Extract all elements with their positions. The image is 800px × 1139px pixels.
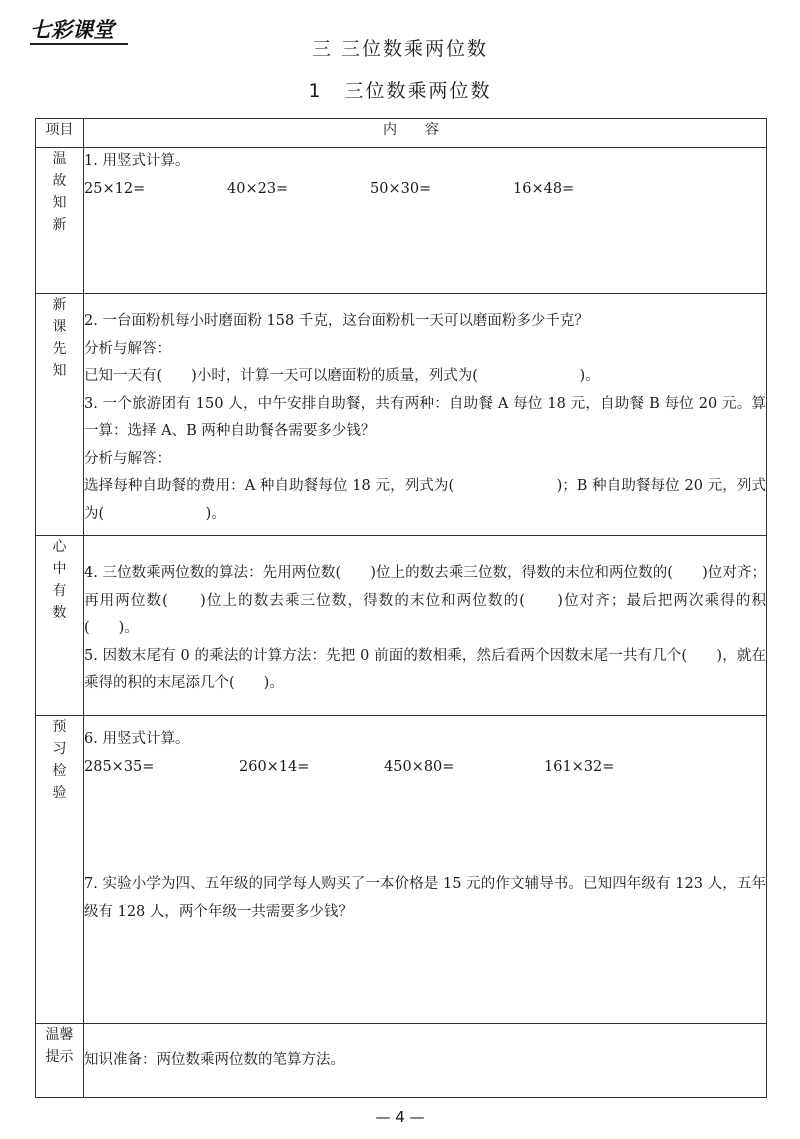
section-label: 温馨提示 [36,1024,84,1098]
exercise-row [84,754,766,782]
table-row-review [36,148,767,294]
exercise-title: 1. 用竖式计算。 [84,153,190,169]
section-content [84,148,767,294]
exercise-item: 16×48= [513,180,575,197]
analysis-label: 分析与解答： [84,450,171,467]
problem-text: 3. 一个旅游团有 150 人，中午安排自助餐，共有两种：自助餐 A 每位 18 元，自助餐 B 每位 20 元。算一算：选择 A、B 两种自助餐各需要多少钱？ [84,395,766,439]
column-header-content: 内容 [84,119,767,148]
logo-text: 七彩课堂 [30,18,114,42]
lesson-title [0,76,800,103]
exercise-item: 285×35= [84,758,155,775]
fill-blank-line: 已知一天有( )小时，计算一天可以磨面粉的质量，列式为( )。 [84,368,600,384]
lesson-table [35,118,767,1098]
exercise-row [84,176,766,204]
table-header-row [36,119,767,148]
exercise-item: 40×23= [227,180,289,197]
lesson-title-text: 三位数乘两位数 [344,80,492,102]
table-row-preview-check [36,716,767,1024]
lesson-number: 1 [308,80,323,102]
section-content [84,716,767,1024]
section-label: 心中有数 [36,536,84,716]
table-row-key-points [36,536,767,716]
chapter-title: 三 三位数乘两位数 [311,38,489,60]
table-row-tips [36,1024,767,1098]
exercise-item: 25×12= [84,180,146,197]
exercise-item: 161×32= [544,758,615,775]
problem-text: 2. 一台面粉机每小时磨面粉 158 千克，这台面粉机一天可以磨面粉多少千克？ [84,313,589,329]
exercise-title: 6. 用竖式计算。 [84,731,190,747]
tip-text: 知识准备：两位数乘两位数的笔算方法。 [84,1051,345,1068]
page-number: — 4 — [375,1108,425,1126]
column-header-item: 项目 [36,119,84,148]
exercise-item: 50×30= [370,180,432,197]
section-content [84,294,767,536]
section-label: 温故知新 [36,148,84,294]
section-content [84,1024,767,1098]
fill-blank-line: 选择每种自助餐的费用：A 种自助餐每位 18 元，列式为( )；B 种自助餐每位 20 元，列式为( )。 [84,478,766,522]
fill-blank-paragraph: 4. 三位数乘两位数的算法：先用两位数( )位上的数去乘三位数，得数的末位和两位数的( )位对齐；再用两位数( )位上的数去乘三位数，得数的末位和两位数的( )位对齐；最后把两次乘得的积( )。 [84,565,766,636]
word-problem: 7. 实验小学为四、五年级的同学每人购买了一本价格是 15 元的作文辅导书。已知四年级有 123 人，五年级有 128 人，两个年级一共需要多少钱？ [84,876,766,920]
exercise-item: 450×80= [384,758,455,775]
section-label: 新课先知 [36,294,84,536]
analysis-label: 分析与解答： [84,340,171,357]
exercise-item: 260×14= [239,758,310,775]
fill-blank-paragraph: 5. 因数末尾有 0 的乘法的计算方法：先把 0 前面的数相乘，然后看两个因数末尾一共有几个( )，就在乘得的积的末尾添几个( )。 [84,647,766,691]
section-label: 预习检验 [36,716,84,1024]
table-row-new-lesson [36,294,767,536]
section-content [84,536,767,716]
